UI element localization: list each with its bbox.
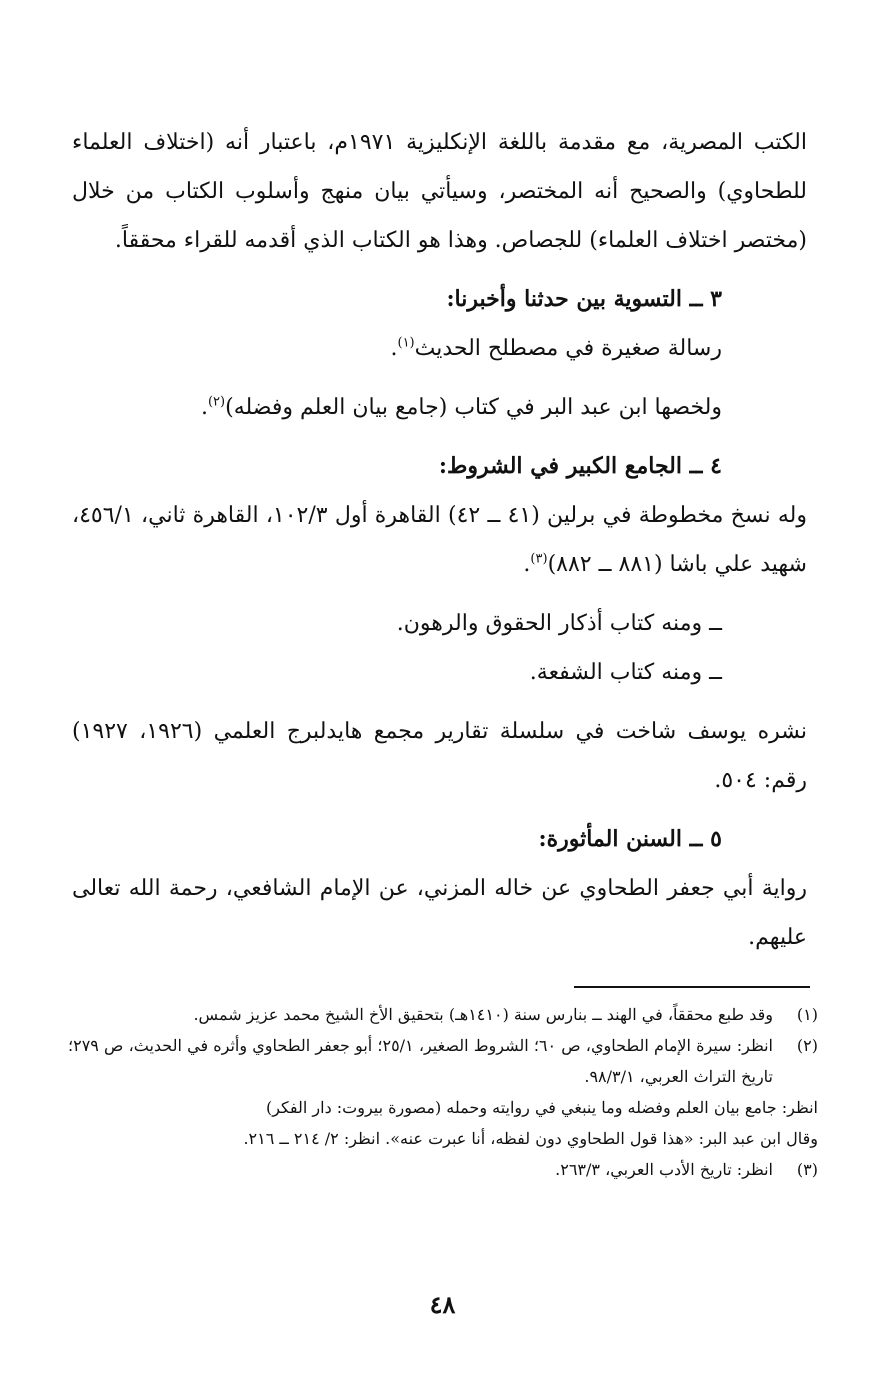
footnote-separator — [574, 986, 810, 988]
footnote-1-number: (١) — [796, 1005, 818, 1024]
footnote-2-continuation-1: انظر: جامع بيان العلم وفضله وما ينبغي في روايته وحمله (مصورة بيروت: دار الفكر) — [265, 1098, 818, 1117]
page-number: ٤٨ — [429, 1290, 456, 1319]
paragraph-item-3a — [72, 324, 807, 373]
footnote-2-number: (٢) — [796, 1036, 818, 1055]
paragraph-item-5: رواية أبي جعفر الطحاوي عن خاله المزني، عن الإمام الشافعي، رحمة الله تعالى عليهم. — [72, 876, 807, 950]
paragraph-item-3b — [72, 383, 807, 432]
footnote-2-continuation-2: وقال ابن عبد البر: «هذا قول الطحاوي دون لفظه، أنا عبرت عنه». انظر: ٢/ ٢١٤ ــ ٢١٦. — [243, 1129, 818, 1148]
main-text — [72, 118, 807, 962]
paragraph-item-4a-text: وله نسخ مخطوطة في برلين (٤١ ــ ٤٢) القاهرة أول ١٠٢/٣، القاهرة ثاني، ٤٥٦/١، شهيد علي باشا (٨٨١ ــ ٨٨٢) — [72, 503, 807, 577]
footnote-2 — [68, 1030, 818, 1092]
heading-item-4: ٤ ــ الجامع الكبير في الشروط: — [438, 453, 722, 479]
footnote-3-number: (٣) — [796, 1160, 818, 1179]
footnotes — [68, 999, 818, 1185]
dash-item-1: ــ ومنه كتاب أذكار الحقوق والرهون. — [396, 611, 722, 636]
paragraph-item-4a-end: . — [523, 552, 531, 577]
paragraph-intro: الكتب المصرية، مع مقدمة باللغة الإنكليزية ١٩٧١م، باعتبار أنه (اختلاف العلماء للطحاوي) والصحيح أنه المختصر، وسيأتي بيان منهج وأسلوب الكتاب من خلال (مختصر اختلاف العلماء) للجصاص. وهذا هو الكتاب الذي أقدمه للقراء محققاً. — [72, 130, 807, 253]
paragraph-item-4a — [72, 491, 807, 589]
footnote-3 — [68, 1154, 818, 1185]
footnote-2-text: انظر: سيرة الإمام الطحاوي، ص ٦٠؛ الشروط الصغير، ٢٥/١؛ أبو جعفر الطحاوي وأثره في الحديث، ص ٢٧٩؛ تاريخ التراث العربي، ٩٨/٣/١. — [68, 1036, 773, 1086]
footnote-ref-1[interactable]: (١) — [397, 335, 415, 351]
paragraph-item-4b: نشره يوسف شاخت في سلسلة تقارير مجمع هايدلبرج العلمي (١٩٢٦، ١٩٢٧) رقم: ٥٠٤. — [72, 719, 807, 793]
paragraph-item-3a-text: رسالة صغيرة في مصطلح الحديث — [414, 336, 722, 361]
paragraph-item-3b-end: . — [200, 395, 208, 420]
dash-item-2: ــ ومنه كتاب الشفعة. — [529, 660, 722, 685]
paragraph-item-3a-end: . — [390, 336, 398, 361]
footnote-1-text: وقد طبع محققاً، في الهند ــ بنارس سنة (١٤١٠هـ) بتحقيق الأخ الشيخ محمد عزيز شمس. — [193, 1005, 773, 1024]
footnote-1 — [68, 999, 818, 1030]
footnote-3-text: انظر: تاريخ الأدب العربي، ٢٦٣/٣. — [555, 1160, 773, 1179]
paragraph-item-3b-text: ولخصها ابن عبد البر في كتاب (جامع بيان العلم وفضله) — [225, 395, 722, 420]
heading-item-3: ٣ ــ التسوية بين حدثنا وأخبرنا: — [446, 286, 722, 312]
footnote-ref-3[interactable]: (٣) — [530, 551, 548, 567]
heading-item-5: ٥ ــ السنن المأثورة: — [538, 826, 722, 852]
footnote-ref-2[interactable]: (٢) — [207, 394, 226, 410]
